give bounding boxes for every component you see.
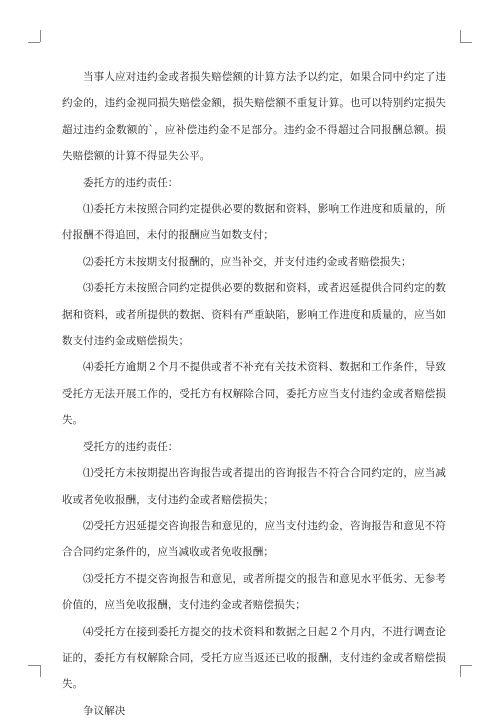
heading-client-liability: 委托方的违约责任： — [83, 176, 179, 189]
clause-contractor-3: ⑶受托方不提交咨询报告和意见，或者所提交的报告和意见水平低劣、无参考价值的，应当免收报酬，支付违约金或者赔偿损失； — [62, 572, 446, 612]
clause-contractor-1: ⑴受托方未按期提出咨询报告或者提出的咨询报告不符合合同约定的，应当减收或者免收报酬，支付违约金或者赔偿损失； — [62, 467, 446, 506]
document-body — [62, 64, 446, 724]
heading-dispute-resolution: 争议解决 — [83, 704, 126, 717]
clause-client-1: ⑴委托方未按照合同约定提供必要的数据和资料，影响工作进度和质量的，所付报酬不得追回，未付的报酬应当如数支付； — [62, 203, 446, 242]
clause-client-4: ⑷委托方逾期２个月不提供或者不补充有关技术资料、数据和工作条件，导致受托方无法开展工作的，受托方有权解除合同，委托方应当支付违约金或者赔偿损失。 — [62, 361, 446, 427]
clause-contractor-4: ⑷受托方在接到委托方提交的技术资料和数据之日起２个月内，不进行调查论证的，委托方有权解除合同，受托方应当返还已收的报酬，支付违约金或者赔偿损失。 — [62, 625, 446, 691]
clause-client-3: ⑶委托方未按照合同约定提供必要的数据和资料，或者迟延提供合同约定的数据和资料，或者所提供的数据、资料有严重缺陷，影响工作进度和质量的，应当如数支付违约金或赔偿损失； — [62, 282, 446, 348]
paragraph-liquidated-damages: 当事人应对违约金或者损失赔偿额的计算方法予以约定，如果合同中约定了违约金的，违约金视同损失赔偿金额，损失赔偿额不重复计算。也可以特别约定损失超过违约金数额的`，应补偿违约金不足部分。违约金不得超过合同报酬总额。损失赔偿额的计算不得显失公平。 — [62, 71, 446, 163]
clause-contractor-2: ⑵受托方迟延提交咨询报告和意见的，应当支付违约金，咨询报告和意见不符合合同约定条件的，应当减收或者免收报酬； — [62, 519, 446, 559]
clause-client-2: ⑵委托方未按期支付报酬的，应当补交，并支付违约金或者赔偿损失； — [83, 255, 412, 268]
heading-contractor-liability: 受托方的违约责任： — [83, 440, 179, 453]
